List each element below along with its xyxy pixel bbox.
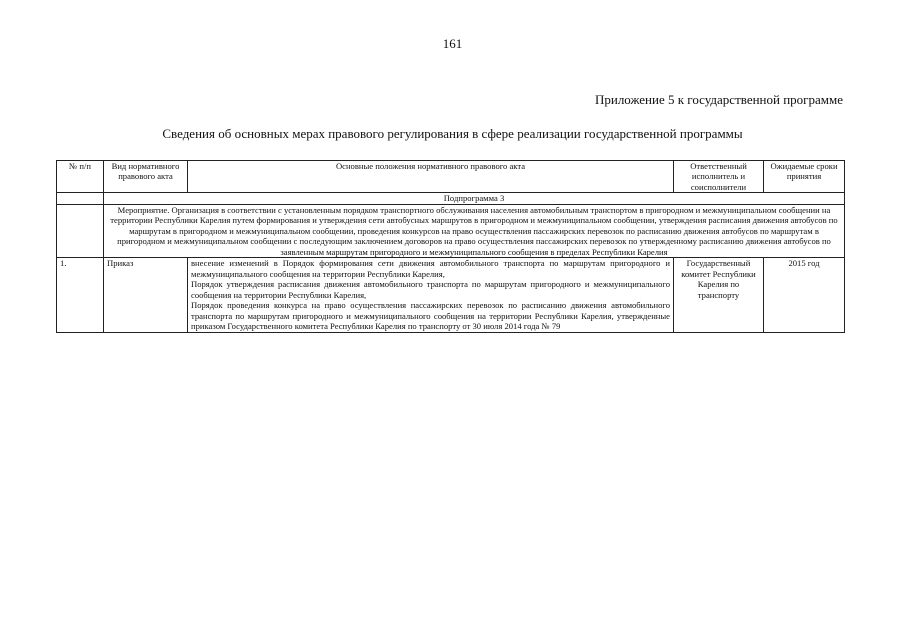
activity-description: Мероприятие. Организация в соответствии с установленным порядком транспортного обслуживания населения автомобильным транспортом в пригородном и межмуниципальном сообщении на территории Республики Карелия путем формирования и утверждения сети автобусных маршрутов в пригородном и межмуниципальном сообщении, утверждения расписания движения автобусов по маршрутам в пригородном и межмуниципальном сообщении, проведения конкурсов на право осуществления пассажирских перевозок по расписанию движения автобусов по маршрутам в пригородном и межмуниципальном сообщении с последующим заключением договоров на право осуществления пассажирских перевозок по утвержденному расписанию движения автобусов по заявленным маршрутам пригородного и межмуниципального сообщения в пределах Республики Карелия [104, 204, 845, 257]
header-num: № п/п [57, 161, 104, 193]
activity-row [57, 204, 845, 257]
page-number: 161 [442, 36, 463, 51]
table-row [57, 258, 845, 332]
provision-line: Порядок утверждения расписания движения автомобильного транспорта по маршрутам пригородного и межмуниципального сообщения на территории Республики Карелия, [191, 279, 670, 300]
table-header-row [57, 161, 845, 193]
appendix-label: Приложение 5 к государственной программе [594, 92, 843, 107]
subprogram-label: Подпрограмма 3 [104, 193, 845, 204]
provision-line: Порядок проведения конкурса на право осуществления пассажирских перевозок по расписанию движения автомобильного транспорта по маршрутам пригородного и межмуниципального сообщения на территории Республики Карелия, утвержденные приказом Государственного комитета Республики Карелия по транспорту от 30 июля 2014 года № 79 [191, 300, 670, 332]
row-responsible: Государственный комитет Республики Карелия по транспорту [674, 258, 764, 332]
row-main-provisions [188, 258, 674, 332]
header-act-type: Вид нормативного правового акта [104, 161, 188, 193]
header-main-provisions: Основные положения нормативного правового акта [188, 161, 674, 193]
document-title: Сведения об основных мерах правового регулирования в сфере реализации государственной программы [162, 126, 743, 141]
subprogram-row [57, 193, 845, 204]
header-deadline: Ожидаемые сроки принятия [764, 161, 845, 193]
row-num: 1. [57, 258, 104, 332]
row-act-type: Приказ [104, 258, 188, 332]
provision-line: внесение изменений в Порядок формирования сети движения автомобильного транспорта по маршрутам пригородного и межмуниципального сообщения на территории Республики Карелия, [191, 258, 670, 279]
legal-measures-table [56, 160, 845, 333]
row-deadline: 2015 год [764, 258, 845, 332]
header-responsible: Ответственный исполнитель и соисполнители [674, 161, 764, 193]
